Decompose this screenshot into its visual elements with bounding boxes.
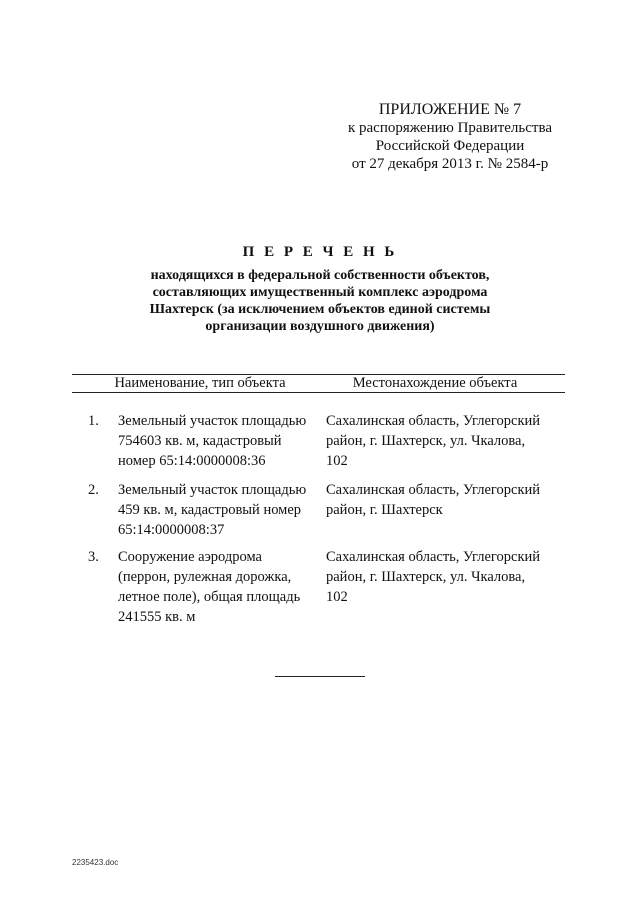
- row-3-name-line: 241555 кв. м: [118, 609, 196, 625]
- row-3-location-line: 102: [326, 589, 348, 605]
- subtitle-line-2: составляющих имущественный комплекс аэродрома: [152, 285, 488, 300]
- row-2-name-line: 459 кв. м, кадастровый номер: [118, 502, 302, 518]
- row-2-name-line: 65:14:0000008:37: [118, 522, 225, 538]
- row-1-name-line: номер 65:14:0000008:36: [118, 453, 266, 469]
- document-subtitle: [120, 267, 520, 335]
- row-1-location-line: район, г. Шахтерск, ул. Чкалова,: [326, 433, 526, 449]
- appendix-title: ПРИЛОЖЕНИЕ № 7: [378, 101, 522, 118]
- row-1-name-line: Земельный участок площадью: [118, 413, 307, 429]
- row-3-name-line: Сооружение аэродрома: [118, 549, 262, 565]
- table-header-bottom-rule: [72, 392, 565, 393]
- row-3-name-line: летное поле), общая площадь: [118, 589, 301, 605]
- row-3-location-line: район, г. Шахтерск, ул. Чкалова,: [326, 569, 526, 585]
- row-1-location-line: 102: [326, 453, 348, 469]
- row-2-name: [118, 480, 313, 540]
- subtitle-line-1: находящихся в федеральной собственности объектов,: [150, 268, 490, 283]
- subtitle-line-3: Шахтерск (за исключением объектов единой системы: [149, 302, 491, 317]
- subtitle-line-4: организации воздушного движения): [205, 319, 435, 334]
- row-2-location-line: район, г. Шахтерск: [326, 502, 443, 518]
- row-2-name-line: Земельный участок площадью: [118, 482, 307, 498]
- appendix-line-2: Российской Федерации: [375, 138, 525, 154]
- row-1-name: [118, 411, 313, 471]
- row-2-location: [326, 480, 566, 520]
- row-3-name: [118, 547, 313, 627]
- column-header-name: Наименование, тип объекта: [114, 375, 286, 391]
- document-title: П Е Р Е Ч Е Н Ь: [242, 244, 398, 260]
- appendix-line-1: к распоряжению Правительства: [347, 120, 552, 136]
- row-3-number: 3.: [88, 549, 99, 565]
- column-header-location: Местонахождение объекта: [352, 375, 518, 391]
- row-3-location: [326, 547, 566, 607]
- row-1-name-line: 754603 кв. м, кадастровый: [118, 433, 282, 449]
- end-separator-line: [275, 676, 365, 677]
- appendix-block: [330, 101, 570, 173]
- row-1-location-line: Сахалинская область, Углегорский: [326, 413, 541, 429]
- footer-doc-id: 2235423.doc: [72, 858, 119, 867]
- row-1-number: 1.: [88, 413, 99, 429]
- row-2-number: 2.: [88, 482, 99, 498]
- row-2-location-line: Сахалинская область, Углегорский: [326, 482, 541, 498]
- appendix-line-3: от 27 декабря 2013 г. № 2584-р: [351, 156, 549, 172]
- row-1-location: [326, 411, 566, 471]
- row-3-name-line: (перрон, рулежная дорожка,: [118, 569, 292, 585]
- row-3-location-line: Сахалинская область, Углегорский: [326, 549, 541, 565]
